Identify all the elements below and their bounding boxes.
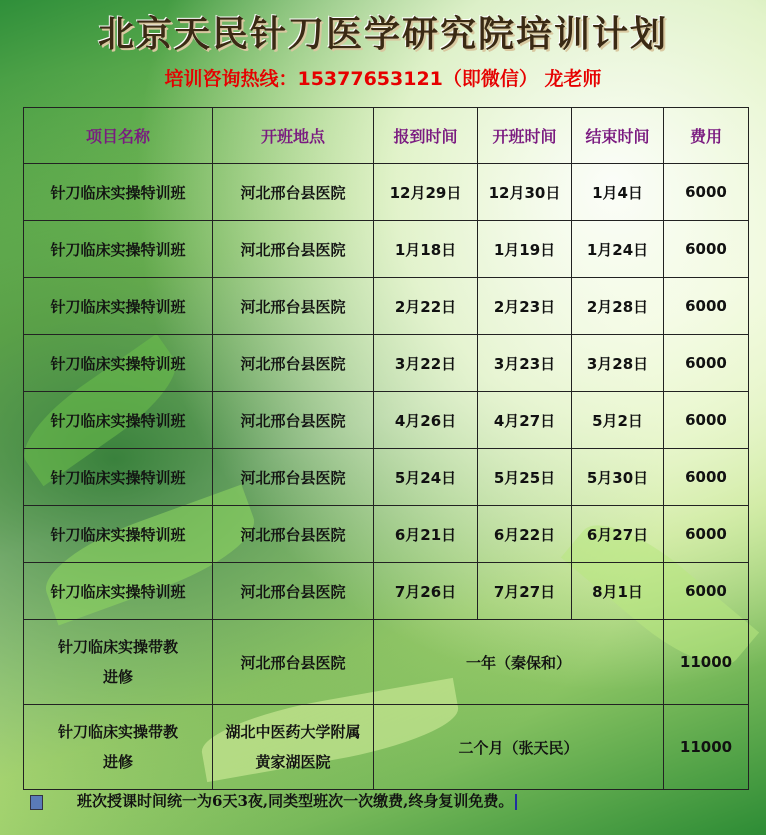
cell-start: 12月30日 <box>478 164 572 221</box>
cell-fee: 6000 <box>664 449 749 506</box>
cell-name: 针刀临床实操特训班 <box>24 164 213 221</box>
cell-fee: 11000 <box>664 705 749 790</box>
cell-report: 12月29日 <box>374 164 478 221</box>
header-project-name: 项目名称 <box>24 108 213 164</box>
table-header-row <box>24 108 749 164</box>
cell-report: 4月26日 <box>374 392 478 449</box>
cell-fee: 11000 <box>664 620 749 705</box>
cell-start: 5月25日 <box>478 449 572 506</box>
cell-start: 7月27日 <box>478 563 572 620</box>
cell-end: 1月4日 <box>572 164 664 221</box>
cell-report: 5月24日 <box>374 449 478 506</box>
cell-location: 湖北中医药大学附属黄家湖医院 <box>213 705 374 790</box>
document-icon <box>30 795 43 810</box>
cell-end: 5月2日 <box>572 392 664 449</box>
header-report-date: 报到时间 <box>374 108 478 164</box>
table-row <box>24 221 749 278</box>
table-row <box>24 335 749 392</box>
cell-name: 针刀临床实操特训班 <box>24 221 213 278</box>
cell-location: 河北邢台县医院 <box>213 449 374 506</box>
cell-duration: 二个月（张天民） <box>374 705 664 790</box>
cell-end: 2月28日 <box>572 278 664 335</box>
hotline-text: 培训咨询热线：15377653121（即微信） 龙老师 <box>164 68 602 90</box>
cell-location: 河北邢台县医院 <box>213 506 374 563</box>
text-cursor <box>515 794 517 810</box>
cell-report: 7月26日 <box>374 563 478 620</box>
cell-name: 针刀临床实操特训班 <box>24 506 213 563</box>
table-row <box>24 164 749 221</box>
cell-start: 2月23日 <box>478 278 572 335</box>
training-schedule-table <box>23 107 749 790</box>
cell-fee: 6000 <box>664 506 749 563</box>
cell-start: 1月19日 <box>478 221 572 278</box>
footer-note <box>30 790 750 811</box>
cell-location: 河北邢台县医院 <box>213 221 374 278</box>
cell-fee: 6000 <box>664 392 749 449</box>
cell-start: 3月23日 <box>478 335 572 392</box>
cell-start: 4月27日 <box>478 392 572 449</box>
header-fee: 费用 <box>664 108 749 164</box>
table-row <box>24 392 749 449</box>
page-title: 北京天民针刀医学研究院培训计划 <box>97 13 668 55</box>
cell-name: 针刀临床实操带教进修 <box>24 705 213 790</box>
cell-name: 针刀临床实操特训班 <box>24 449 213 506</box>
cell-end: 3月28日 <box>572 335 664 392</box>
cell-end: 1月24日 <box>572 221 664 278</box>
table-row-teaching <box>24 620 749 705</box>
table-row-teaching <box>24 705 749 790</box>
cell-location: 河北邢台县医院 <box>213 620 374 705</box>
header-location: 开班地点 <box>213 108 374 164</box>
cell-name: 针刀临床实操带教进修 <box>24 620 213 705</box>
cell-location: 河北邢台县医院 <box>213 164 374 221</box>
cell-fee: 6000 <box>664 563 749 620</box>
cell-start: 6月22日 <box>478 506 572 563</box>
header-start-date: 开班时间 <box>478 108 572 164</box>
cell-fee: 6000 <box>664 164 749 221</box>
cell-report: 3月22日 <box>374 335 478 392</box>
table-row <box>24 506 749 563</box>
cell-location: 河北邢台县医院 <box>213 392 374 449</box>
table-row <box>24 449 749 506</box>
cell-fee: 6000 <box>664 278 749 335</box>
cell-location: 河北邢台县医院 <box>213 563 374 620</box>
cell-fee: 6000 <box>664 221 749 278</box>
cell-fee: 6000 <box>664 335 749 392</box>
cell-duration: 一年（秦保和） <box>374 620 664 705</box>
cell-location: 河北邢台县医院 <box>213 335 374 392</box>
cell-report: 2月22日 <box>374 278 478 335</box>
header-end-date: 结束时间 <box>572 108 664 164</box>
cell-end: 6月27日 <box>572 506 664 563</box>
footer-text: 班次授课时间统一为6天3夜,同类型班次一次缴费,终身复训免费。 <box>77 792 514 810</box>
cell-name: 针刀临床实操特训班 <box>24 278 213 335</box>
table-row <box>24 563 749 620</box>
cell-report: 6月21日 <box>374 506 478 563</box>
cell-name: 针刀临床实操特训班 <box>24 335 213 392</box>
cell-location: 河北邢台县医院 <box>213 278 374 335</box>
cell-report: 1月18日 <box>374 221 478 278</box>
cell-name: 针刀临床实操特训班 <box>24 563 213 620</box>
cell-end: 8月1日 <box>572 563 664 620</box>
table-row <box>24 278 749 335</box>
cell-name: 针刀临床实操特训班 <box>24 392 213 449</box>
cell-end: 5月30日 <box>572 449 664 506</box>
